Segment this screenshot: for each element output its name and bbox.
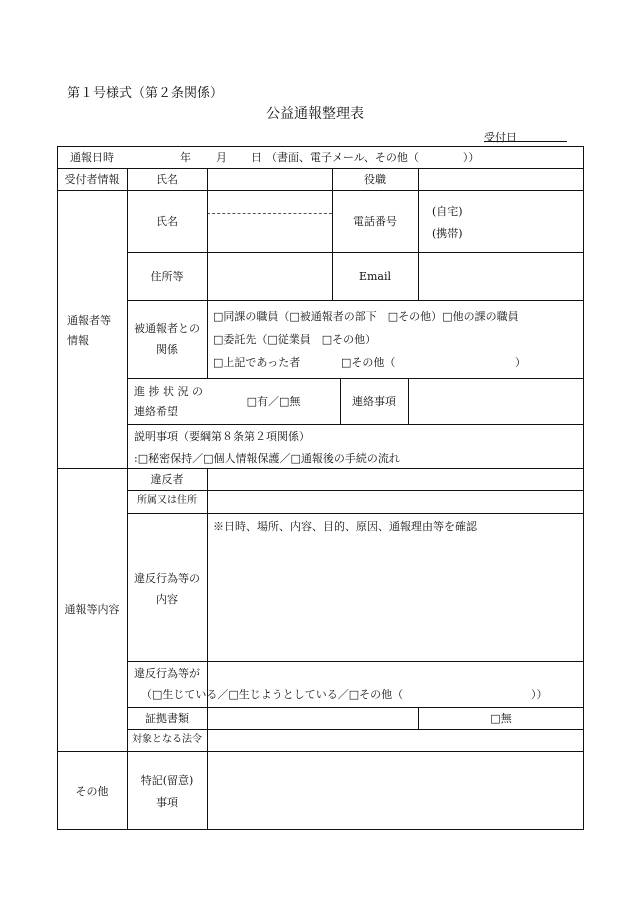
special-notes-field[interactable]	[208, 752, 583, 829]
special-notes-label-2: 事項	[156, 796, 178, 809]
progress-options[interactable]: □有／□無	[246, 395, 301, 408]
act-details-field[interactable]	[208, 536, 583, 660]
evidence-field[interactable]	[208, 708, 417, 728]
relation-label: 被通報者との	[134, 322, 200, 335]
relation-option-former[interactable]: □上記であった者	[213, 356, 301, 369]
month-label: 月	[216, 151, 227, 164]
evidence-none-option[interactable]: □無	[490, 712, 512, 725]
address-field[interactable]	[208, 253, 331, 299]
status-options-close: ））	[531, 688, 548, 701]
status-label: 違反行為等が	[134, 667, 200, 680]
phone-mobile-label: (携帯)	[432, 227, 463, 240]
other-section-label: その他	[75, 785, 109, 798]
contact-label: 連絡事項	[352, 395, 396, 408]
relation-option-line-2[interactable]: □委託先（□従業員 □その他）	[213, 333, 377, 346]
explain-line-1: 説明事項（要綱第８条第２項関係）	[134, 430, 310, 443]
day-label: 日	[251, 151, 262, 164]
received-date-field[interactable]	[484, 141, 567, 142]
act-label-2: 内容	[156, 593, 178, 606]
divider	[127, 424, 584, 425]
status-options[interactable]: （□生じている／□生じようとしている／□その他（	[141, 688, 404, 701]
divider	[127, 661, 584, 662]
reporter-section-label-2: 情報	[67, 334, 89, 347]
divider	[127, 300, 584, 301]
progress-label: 進 捗 状 況 の	[134, 385, 203, 398]
receiver-position-field[interactable]	[419, 169, 583, 189]
affiliation-label: 所属又は住所	[137, 495, 197, 506]
received-date-label: 受付日	[484, 131, 517, 144]
form-number: 第１号様式（第２条関係）	[67, 86, 224, 101]
law-label: 対象となる法令	[132, 734, 202, 745]
evidence-label: 証拠書類	[145, 712, 189, 725]
special-notes-label: 特記(留意)	[140, 774, 194, 787]
document-title: 公益通報整理表	[266, 106, 364, 122]
report-datetime-label: 通報日時	[70, 151, 114, 164]
receiver-name-field[interactable]	[208, 169, 331, 189]
relation-option-line-1[interactable]: □同課の職員（□被通報者の部下 □その他）□他の課の職員	[213, 310, 519, 323]
year-label: 年	[180, 151, 191, 164]
relation-option-other-close: ）	[515, 356, 526, 369]
receiver-name-label: 氏名	[156, 173, 178, 186]
content-section-label: 通報等内容	[64, 603, 120, 616]
reporter-section-label: 通報者等	[67, 314, 111, 327]
violator-label: 違反者	[150, 473, 184, 486]
law-field[interactable]	[208, 730, 583, 750]
email-label: Email	[358, 270, 392, 283]
act-note: ※日時、場所、内容、目的、原因、通報理由等を確認	[213, 520, 477, 533]
email-field[interactable]	[419, 253, 583, 299]
phone-home-label: (自宅)	[432, 205, 463, 218]
phone-label: 電話番号	[353, 215, 397, 228]
relation-option-other[interactable]: □その他（	[341, 356, 396, 369]
violator-field[interactable]	[208, 469, 583, 489]
address-label: 住所等	[150, 270, 184, 283]
affiliation-field[interactable]	[208, 491, 583, 512]
act-label: 違反行為等の	[134, 572, 200, 585]
explain-options[interactable]: :□秘密保持／□個人情報保護／□通報後の手続の流れ	[134, 452, 400, 465]
reporter-name-field[interactable]	[208, 191, 331, 251]
contact-field[interactable]	[409, 379, 583, 423]
report-means: （書面、電子メール、その他（ ））	[266, 151, 480, 164]
receiver-info-label: 受付者情報	[64, 173, 120, 186]
divider	[127, 513, 584, 514]
progress-label-2: 連絡希望	[134, 405, 178, 418]
receiver-position-label: 役職	[364, 173, 386, 186]
relation-label-2: 関係	[156, 343, 178, 356]
reporter-name-label: 氏名	[156, 215, 178, 228]
